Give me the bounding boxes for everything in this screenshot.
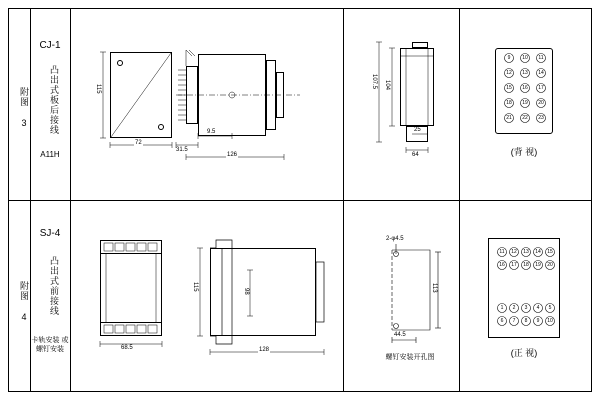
row1-terminal-num: 11 [538, 55, 544, 61]
row2-terminal-num: 20 [547, 262, 553, 268]
row1-terminal-num: 17 [538, 85, 544, 91]
row1-terminal-num: 16 [522, 85, 528, 91]
row1-dim-107-5: 107.5 [371, 74, 377, 90]
row2-terminal-num: 16 [499, 262, 505, 268]
row1-terminal-num: 15 [506, 85, 512, 91]
row1-dim-126: 126 [227, 152, 238, 158]
row2-terminal-num: 10 [547, 318, 553, 324]
row1-terminal-caption: (背 视) [510, 147, 538, 157]
row2-terminal-num: 12 [511, 249, 517, 255]
row2-dim-98: 98 [243, 288, 249, 295]
row2-model-name: SJ-4 [39, 228, 61, 239]
row2-terminal-num: 19 [535, 262, 541, 268]
row2-terminal-num: 14 [535, 249, 541, 255]
row2-mount-caption: 螺钉安装开孔图 [385, 354, 435, 361]
row2-terminal-num: 13 [523, 249, 529, 255]
row2-terminal-num: 2 [512, 305, 516, 311]
row1-model-name: CJ-1 [39, 40, 61, 51]
row2-terminal-num: 11 [499, 249, 505, 255]
row1-model-desc: 凸出式板后接线 [49, 65, 59, 135]
row1-terminal-num: 10 [522, 55, 528, 61]
row2-terminal-num: 17 [511, 262, 517, 268]
row1-dim-72: 72 [135, 140, 142, 146]
row1-dim-64: 64 [412, 152, 419, 158]
row1-figure-label: 附图 3 [19, 87, 29, 129]
row2-terminal-num: 8 [524, 318, 528, 324]
row2-dim-holes: 2-φ4.5 [386, 236, 404, 242]
row2-dim-44-5: 44.5 [394, 332, 406, 338]
row2-terminal-num: 9 [536, 318, 540, 324]
row1-terminal-num: 21 [506, 115, 512, 121]
row2-model-sub: 卡轨安装 或 螺钉安装 [31, 337, 69, 354]
row1-terminal-num: 23 [538, 115, 544, 121]
row2-model-desc: 凸出式前接线 [49, 256, 59, 316]
row2-dim-113: 113 [431, 283, 437, 293]
row1-dim-25: 25 [414, 127, 421, 133]
row2-terminal-num: 18 [523, 262, 529, 268]
row2-terminal-num: 6 [500, 318, 504, 324]
row2-figure-label: 附图 4 [19, 281, 29, 323]
row1-terminal-num: 22 [522, 115, 528, 121]
row1-model-sub: A11H [40, 150, 60, 159]
row1-terminal-num: 19 [522, 100, 528, 106]
row1-terminal-num: 12 [506, 70, 512, 76]
row2-terminal-num: 5 [548, 305, 552, 311]
row1-terminal-num: 18 [506, 100, 512, 106]
row1-terminal-num: 13 [522, 70, 528, 76]
row1-terminal-num: 9 [507, 55, 511, 61]
row2-terminal-num: 1 [500, 305, 504, 311]
row2-dim-68-5: 68.5 [121, 345, 133, 351]
row1-terminal-num: 14 [538, 70, 544, 76]
row1-dim-104: 104 [384, 80, 390, 91]
row1-dim-115: 115 [95, 84, 101, 94]
row1-dim-31-5: 31.5 [176, 147, 188, 153]
row2-terminal-num: 15 [547, 249, 553, 255]
row2-terminal-num: 3 [524, 305, 528, 311]
row2-dim-115: 115 [192, 282, 198, 292]
row2-terminal-num: 7 [512, 318, 516, 324]
row2-dim-128: 128 [259, 347, 270, 353]
row2-terminal-caption: (正 视) [510, 348, 538, 358]
row1-terminal-num: 20 [538, 100, 544, 106]
row1-dim-9-5: 9.5 [207, 129, 216, 135]
row2-terminal-num: 4 [536, 305, 540, 311]
